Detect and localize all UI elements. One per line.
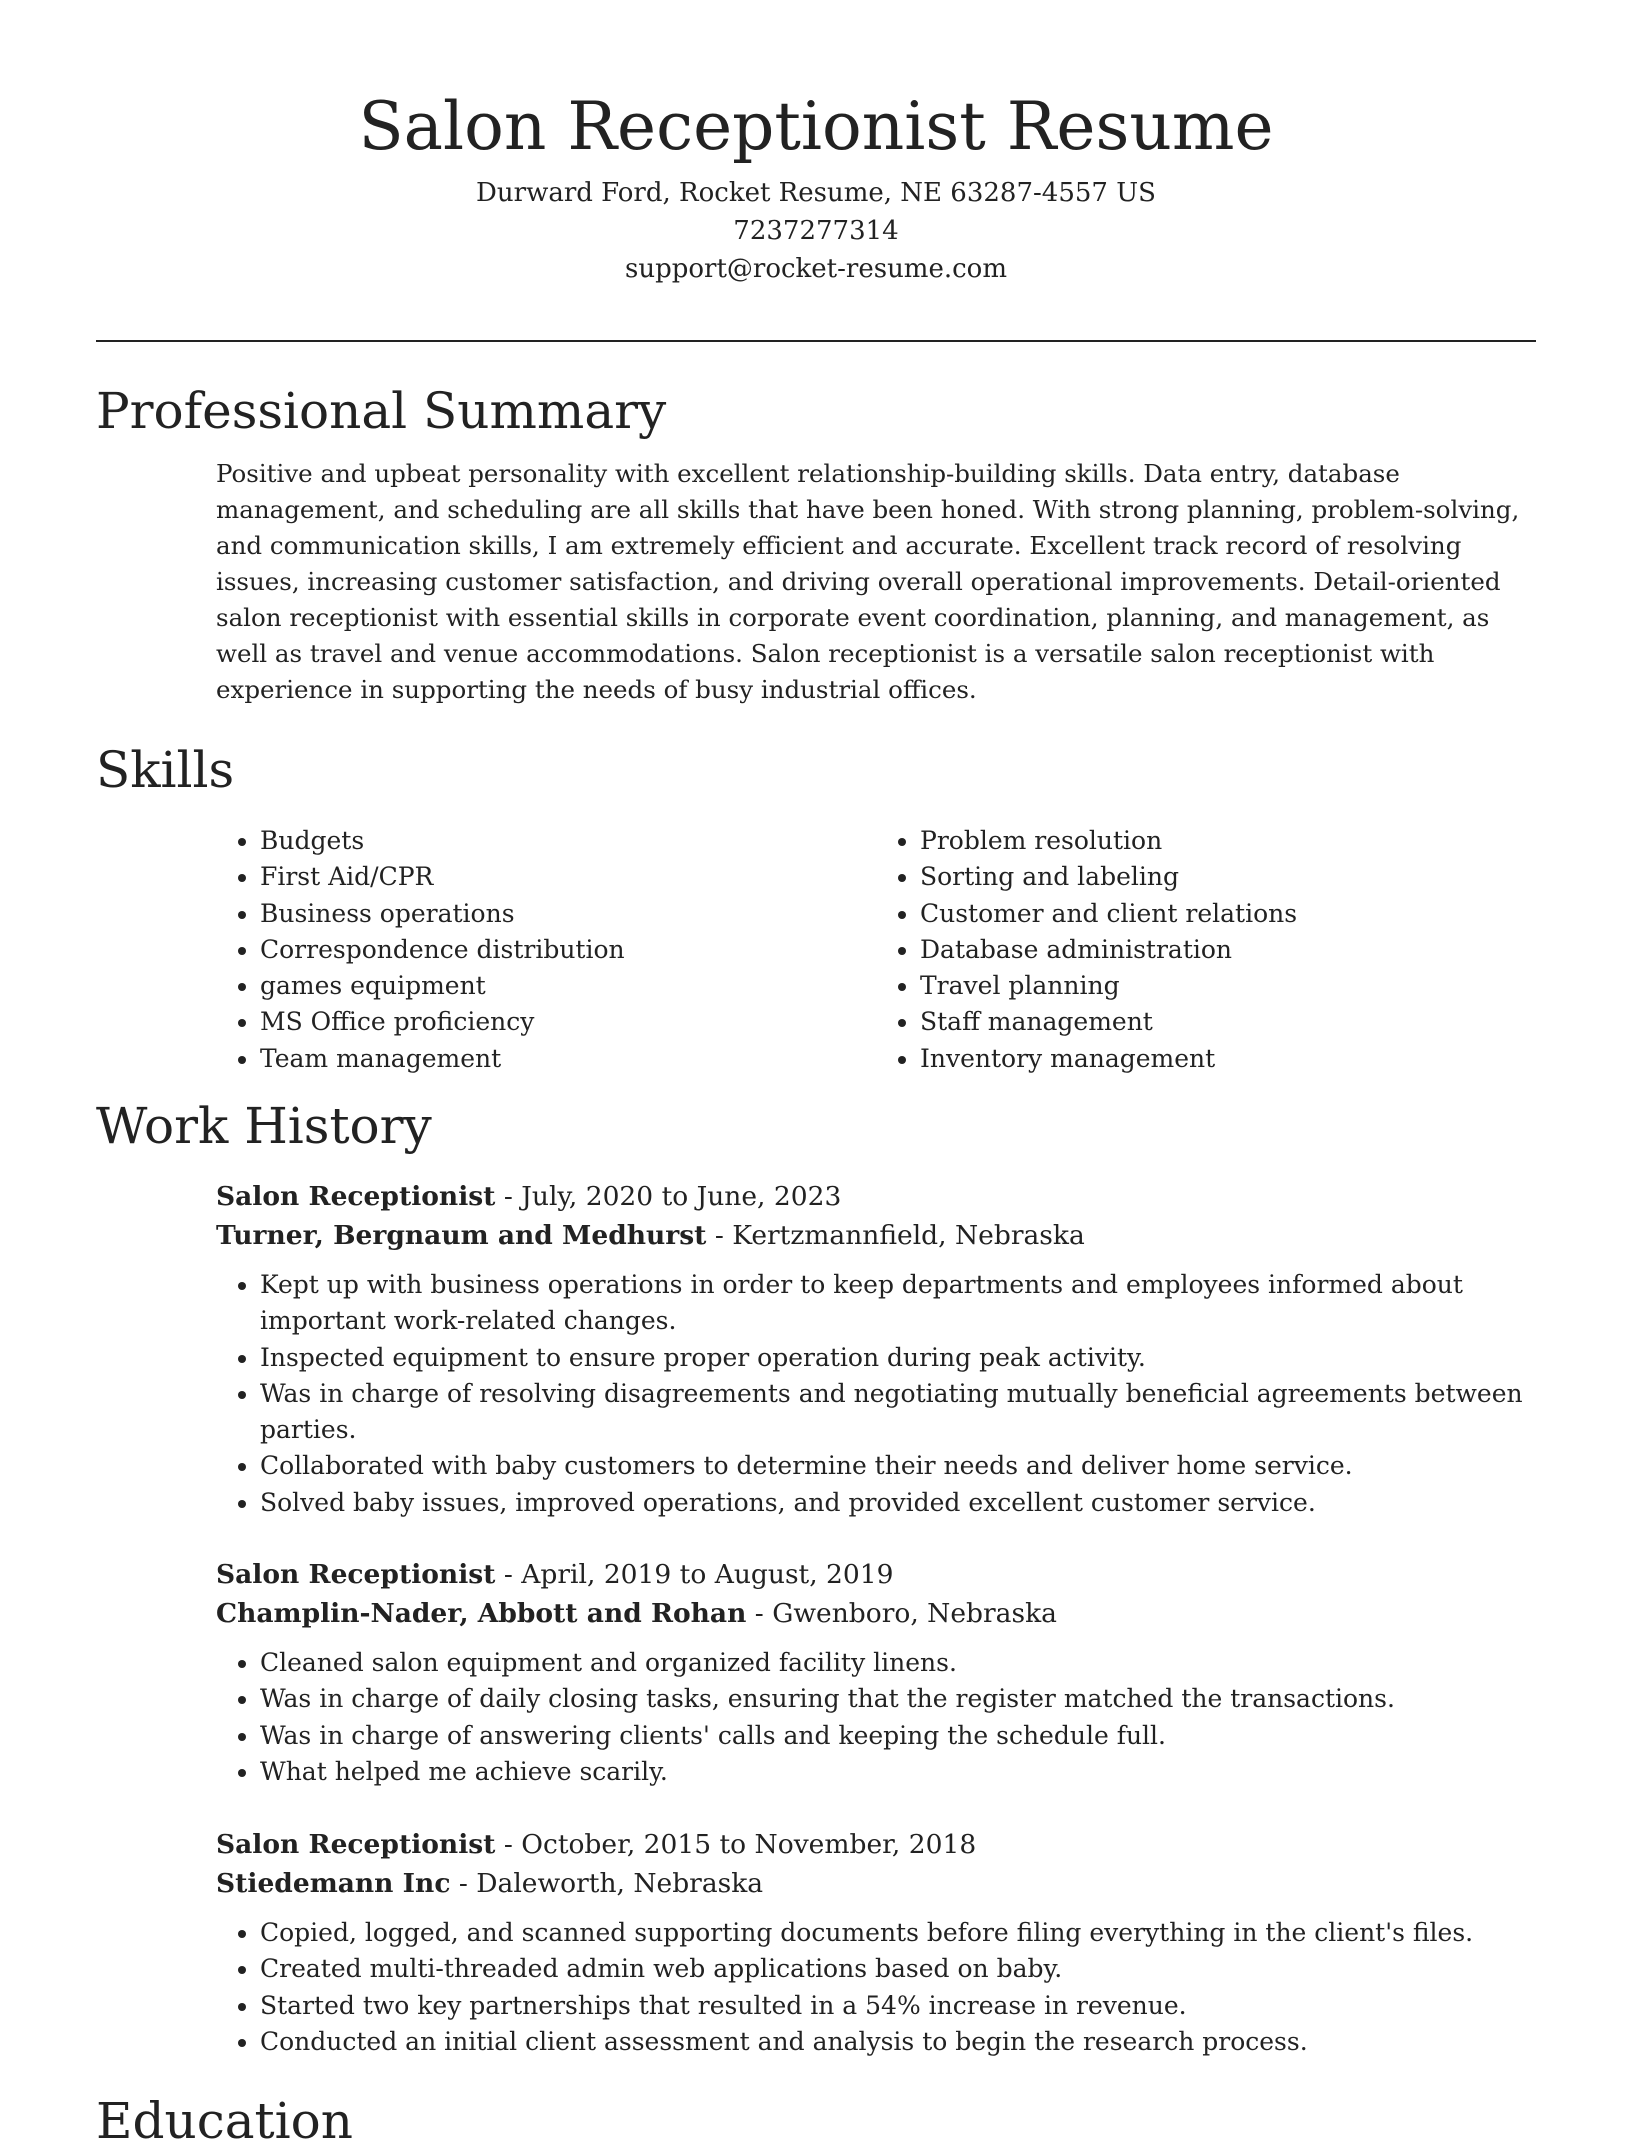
job-company-line: Champlin-Nader, Abbott and Rohan - Gwenboro, Nebraska <box>216 1598 1057 1629</box>
job-bullets <box>216 1645 1536 1790</box>
skill-item: • Travel planning <box>920 968 1536 1004</box>
job-bullet: • What helped me achieve scarily. <box>260 1754 1536 1790</box>
job-company: Turner, Bergnaum and Medhurst <box>216 1220 707 1251</box>
job-location: Daleworth, Nebraska <box>476 1868 764 1899</box>
contact-email: support@rocket-resume.com <box>624 254 1007 284</box>
job-entry <box>96 1177 1536 1521</box>
job-company-line: Turner, Bergnaum and Medhurst - Kertzmannfield, Nebraska <box>216 1220 1085 1251</box>
job-bullets <box>216 1915 1536 2060</box>
job-title-line: Salon Receptionist - October, 2015 to November, 2018 <box>216 1829 977 1860</box>
contact-address: Durward Ford, Rocket Resume, NE 63287-4557 US <box>476 178 1156 208</box>
skill-item: • games equipment <box>260 968 876 1004</box>
contact-phone: 7237277314 <box>733 216 899 246</box>
job-location: Kertzmannfield, Nebraska <box>732 1220 1085 1251</box>
job-entry <box>96 1825 1536 2060</box>
job-bullet: • Conducted an initial client assessment and analysis to begin the research process. <box>260 2024 1536 2060</box>
job-company: Stiedemann Inc <box>216 1868 451 1899</box>
job-bullet: • Was in charge of resolving disagreements and negotiating mutually beneficial agreements between parties. <box>260 1376 1536 1449</box>
job-title: Salon Receptionist <box>216 1829 496 1860</box>
header-divider <box>96 340 1536 342</box>
job-title-line: Salon Receptionist - April, 2019 to August, 2019 <box>216 1559 894 1590</box>
job-dates: July, 2020 to June, 2023 <box>521 1181 842 1212</box>
job-bullets <box>216 1267 1536 1521</box>
job-title-line: Salon Receptionist - July, 2020 to June, 2023 <box>216 1181 842 1212</box>
job-bullet: • Cleaned salon equipment and organized facility linens. <box>260 1645 1536 1681</box>
job-company-line: Stiedemann Inc - Daleworth, Nebraska <box>216 1868 764 1899</box>
work-history-heading: Work History <box>96 1097 432 1155</box>
skills-list-left <box>216 823 876 1077</box>
skill-item: • Correspondence distribution <box>260 932 876 968</box>
job-dates: October, 2015 to November, 2018 <box>521 1829 977 1860</box>
skills-section <box>96 737 1536 1077</box>
resume-header <box>0 80 1632 288</box>
skill-item: • Inventory management <box>920 1041 1536 1077</box>
skill-item: • First Aid/CPR <box>260 859 876 895</box>
skill-item: • Sorting and labeling <box>920 859 1536 895</box>
resume-title: Salon Receptionist Resume <box>358 88 1274 165</box>
job-bullet: • Was in charge of answering clients' calls and keeping the schedule full. <box>260 1718 1536 1754</box>
job-dates: April, 2019 to August, 2019 <box>521 1559 894 1590</box>
education-section <box>96 2088 1536 2154</box>
job-bullet: • Collaborated with baby customers to determine their needs and deliver home service. <box>260 1448 1536 1484</box>
job-title: Salon Receptionist <box>216 1181 496 1212</box>
job-bullet: • Copied, logged, and scanned supporting documents before filing everything in the client's files. <box>260 1915 1536 1951</box>
summary-text: Positive and upbeat personality with excellent relationship-building skills. Data entry, database management, and scheduling are all skills that have been honed. With strong planning, problem-solving, and communication skills, I am extremely efficient and accurate. Excellent track record of resolving issues, increasing customer satisfaction, and driving overall operational improvements. Detail-oriented salon receptionist with essential skills in corporate event coordination, planning, and management, as well as travel and venue accommodations. Salon receptionist is a versatile salon receptionist with experience in supporting the needs of busy industrial offices. <box>216 459 1520 704</box>
job-location: Gwenboro, Nebraska <box>772 1598 1057 1629</box>
job-title: Salon Receptionist <box>216 1559 496 1590</box>
job-bullet: • Inspected equipment to ensure proper operation during peak activity. <box>260 1340 1536 1376</box>
job-bullet: • Was in charge of daily closing tasks, ensuring that the register matched the transactions. <box>260 1681 1536 1717</box>
job-bullet: • Started two key partnerships that resulted in a 54% increase in revenue. <box>260 1988 1536 2024</box>
job-company: Champlin-Nader, Abbott and Rohan <box>216 1598 747 1629</box>
skills-grid <box>216 823 1536 1077</box>
summary-section <box>96 378 1536 708</box>
skill-item: • Customer and client relations <box>920 896 1536 932</box>
summary-heading: Professional Summary <box>96 382 667 440</box>
job-bullet: • Solved baby issues, improved operations, and provided excellent customer service. <box>260 1485 1536 1521</box>
skill-item: • Problem resolution <box>920 823 1536 859</box>
skill-item: • MS Office proficiency <box>260 1004 876 1040</box>
skill-item: • Team management <box>260 1041 876 1077</box>
skill-item: • Staff management <box>920 1004 1536 1040</box>
job-entry <box>96 1555 1536 1790</box>
job-bullet: • Kept up with business operations in order to keep departments and employees informed about important work-related changes. <box>260 1267 1536 1340</box>
skills-list-right <box>876 823 1536 1077</box>
skills-heading: Skills <box>96 741 235 799</box>
skill-item: • Database administration <box>920 932 1536 968</box>
skill-item: • Budgets <box>260 823 876 859</box>
education-heading: Education <box>96 2092 353 2150</box>
work-history-heading-block <box>96 1093 1536 1159</box>
job-bullet: • Created multi-threaded admin web applications based on baby. <box>260 1951 1536 1987</box>
skill-item: • Business operations <box>260 896 876 932</box>
